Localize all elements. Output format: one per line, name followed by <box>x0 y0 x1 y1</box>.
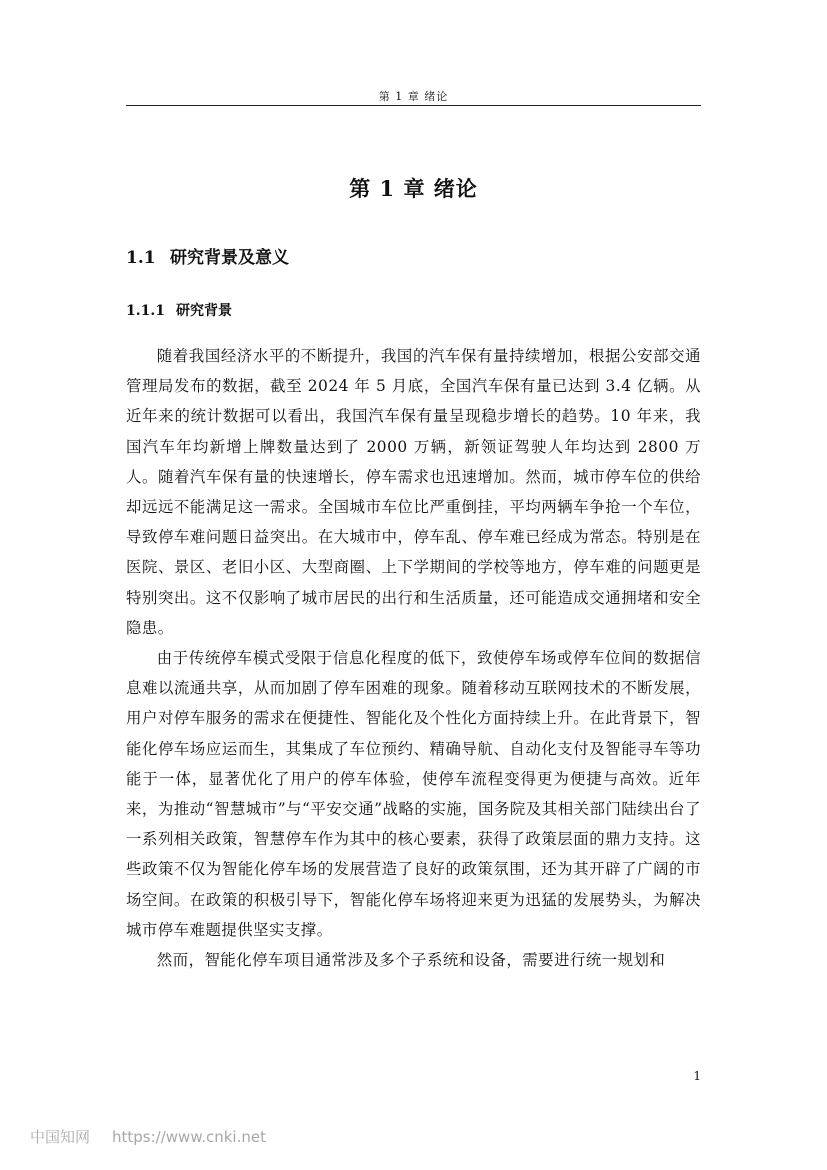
watermark-brand: 中国知网 <box>30 1128 91 1146</box>
subsection-title: 研究背景 <box>176 303 232 319</box>
page-number: 1 <box>693 1069 701 1083</box>
running-header: 第 1 章 绪论 <box>378 90 449 103</box>
paragraph: 随着我国经济水平的不断提升，我国的汽车保有量持续增加，根据公安部交通管理局发布的数据，截至 2024 年 5 月底，全国汽车保有量已达到 3.4 亿辆。从近年来的统计数据可以看出，我国汽车保有量呈现稳步增长的趋势。10 年来，我国汽车年均新增上牌数量达到了 2000 万辆，新领证驾驶人年均达到 2800 万人。随着汽车保有量的快速增长，停车需求也迅速增加。然而，城市停车位的供给却远远不能满足这一需求。全国城市车位比严重倒挂，平均两辆车争抢一个车位，导致停车难问题日益突出。在大城市中，停车乱、停车难已经成为常态。特别是在医院、景区、老旧小区、大型商圈、上下学期间的学校等地方，停车难的问题更是特别突出。这不仅影响了城市居民的出行和生活质量，还可能造成交通拥堵和安全隐患。 <box>126 347 701 637</box>
watermark-url: https://www.cnki.net <box>112 1128 266 1146</box>
header-rule <box>126 105 701 106</box>
section-title: 研究背景及意义 <box>170 248 289 268</box>
chapter-title: 第 1 章 绪论 <box>349 176 478 201</box>
paragraph: 然而，智能化停车项目通常涉及多个子系统和设备，需要进行统一规划和 <box>156 951 666 970</box>
body-text <box>126 341 701 975</box>
subsection-heading <box>126 300 232 320</box>
subsection-number: 1.1.1 <box>126 303 165 319</box>
watermark <box>30 1126 266 1147</box>
section-heading <box>126 243 289 268</box>
paragraph: 由于传统停车模式受限于信息化程度的低下，致使停车场或停车位间的数据信息难以流通共享，从而加剧了停车困难的现象。随着移动互联网技术的不断发展，用户对停车服务的需求在便捷性、智能化及个性化方面持续上升。在此背景下，智能化停车场应运而生，其集成了车位预约、精确导航、自动化支付及智能寻车等功能于一体，显著优化了用户的停车体验，使停车流程变得更为便捷与高效。近年来，为推动“智慧城市”与“平安交通”战略的实施，国务院及其相关部门陆续出台了一系列相关政策，智慧停车作为其中的核心要素，获得了政策层面的鼎力支持。这些政策不仅为智能化停车场的发展营造了良好的政策氛围，还为其开辟了广阔的市场空间。在政策的积极引导下，智能化停车场将迎来更为迅猛的发展势头，为解决城市停车难题提供坚实支撑。 <box>126 649 701 939</box>
section-number: 1.1 <box>126 248 156 268</box>
